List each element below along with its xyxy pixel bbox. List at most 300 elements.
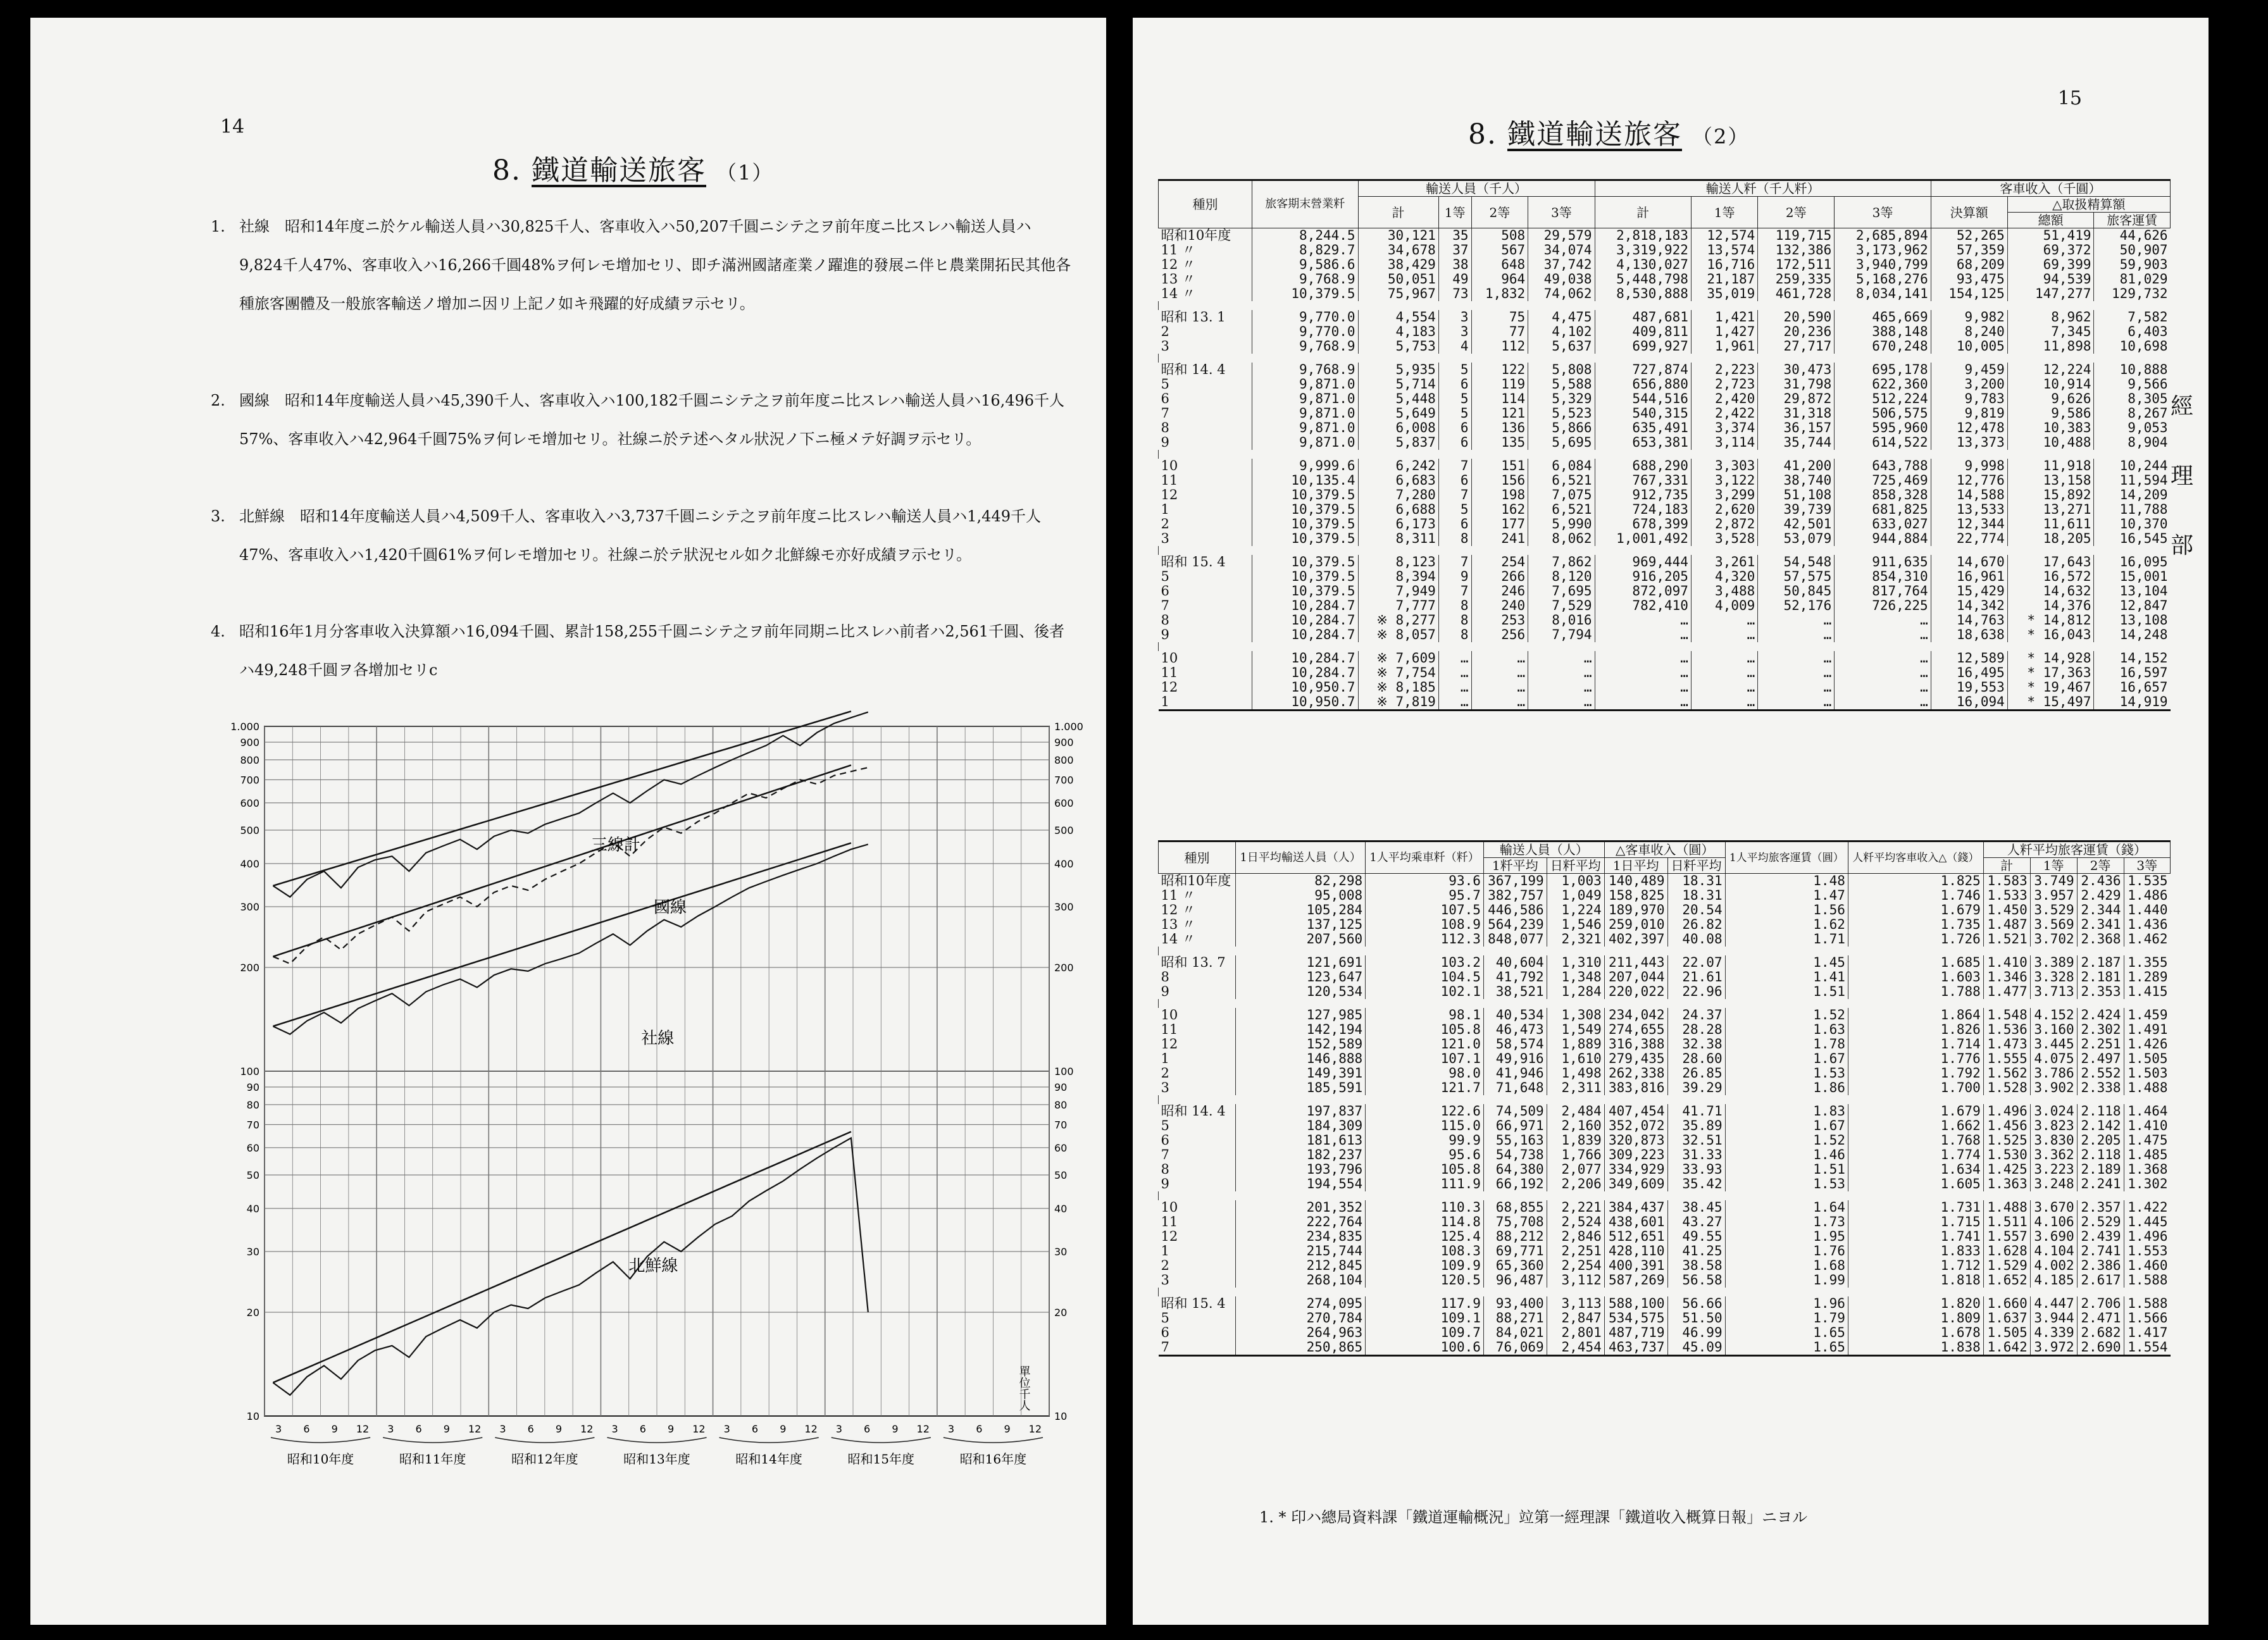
table-cell: 9,871.0	[1252, 421, 1359, 435]
table-cell: 136	[1471, 421, 1528, 435]
table-cell: 88,271	[1483, 1311, 1547, 1326]
table-cell: 16,572	[2007, 569, 2094, 584]
table-cell: 1.51	[1725, 1162, 1848, 1177]
table-cell: 94,539	[2007, 272, 2094, 287]
table-cell: 2.302	[2077, 1022, 2124, 1037]
table-cell: 4.447	[2030, 1296, 2077, 1311]
table-cell: 1.548	[1983, 1008, 2030, 1022]
y-tick-label: 900	[1054, 736, 1074, 749]
table-cell: 1.553	[2124, 1244, 2170, 1258]
table-row	[1159, 502, 2171, 517]
table-cell: 4,102	[1528, 325, 1595, 339]
table-cell: 35	[1438, 228, 1471, 244]
table-cell: 3	[1438, 310, 1471, 325]
table-cell: 1.746	[1848, 888, 1983, 903]
x-group-brace	[495, 1438, 594, 1443]
col-rev-daykm: 日粁平均	[1667, 858, 1725, 874]
table-cell: 1.464	[2124, 1104, 2170, 1119]
table-cell: 146,888	[1236, 1052, 1366, 1066]
table-cell: 14,763	[1931, 613, 2007, 628]
table-cell: 1.491	[2124, 1022, 2170, 1037]
table-row	[1159, 1119, 2171, 1133]
table-cell: 1.583	[1983, 874, 2030, 889]
table-cell: 5,329	[1528, 392, 1595, 406]
table-cell: 1,832	[1471, 287, 1528, 301]
row-label: 14 〃	[1161, 286, 1195, 301]
x-tick-label: 6	[751, 1423, 759, 1435]
table-cell: 50,907	[2094, 243, 2171, 258]
table-cell: 681,825	[1835, 502, 1931, 517]
paragraph-number: 2.	[211, 392, 225, 409]
y-tick-label: 60	[246, 1141, 259, 1154]
table-cell: 27,717	[1758, 339, 1835, 354]
table-cell: 656,880	[1595, 377, 1691, 392]
table-cell: 2.341	[2077, 917, 2124, 932]
table-cell: 1.79	[1725, 1311, 1848, 1326]
table-cell: 7,777	[1358, 599, 1438, 613]
col-rev-day: 1日平均	[1604, 858, 1667, 874]
table-cell: 9,819	[1931, 406, 2007, 421]
table-row	[1159, 1066, 2171, 1081]
table-cell: 64,380	[1483, 1162, 1547, 1177]
table-cell: 31.33	[1667, 1148, 1725, 1162]
table-cell: 9,871.0	[1252, 435, 1359, 450]
gap-cell	[1159, 546, 2171, 555]
table-cell: 3,114	[1691, 435, 1757, 450]
table-cell: 81,029	[2094, 272, 2171, 287]
table-cell: ※ 8,277	[1358, 613, 1438, 628]
table-cell: 8,034,141	[1835, 287, 1931, 301]
table-cell: 30,473	[1758, 363, 1835, 377]
table-cell: 5,808	[1528, 363, 1595, 377]
table-transport-2	[1158, 840, 2171, 1357]
table-cell: 142,194	[1236, 1022, 1366, 1037]
table-cell: 1.715	[1848, 1215, 1983, 1229]
table-cell: 6,173	[1358, 517, 1438, 531]
row-label: 5	[1161, 569, 1169, 584]
table-cell: 262,338	[1604, 1066, 1667, 1081]
table-cell: 1.53	[1725, 1177, 1848, 1191]
row-gap	[1159, 642, 2171, 651]
table-cell: 1,961	[1691, 339, 1757, 354]
y-tick-label: 300	[240, 900, 259, 913]
table-cell: 1.776	[1848, 1052, 1983, 1066]
table-cell: 726,225	[1835, 599, 1931, 613]
x-group-label: 昭和12年度	[511, 1451, 578, 1467]
table-cell: 1,610	[1547, 1052, 1604, 1066]
x-group-label: 昭和14年度	[735, 1451, 802, 1467]
table-cell: 14,376	[2007, 599, 2094, 613]
table-cell: 4.002	[2030, 1258, 2077, 1273]
table-cell: 246	[1471, 584, 1528, 599]
table-cell: 109.9	[1366, 1258, 1484, 1273]
table-cell: 1.679	[1848, 1104, 1983, 1119]
table-cell: 250,865	[1236, 1340, 1366, 1356]
y-tick-label: 70	[246, 1119, 259, 1131]
col-c1: 1等	[1691, 197, 1757, 228]
table-cell: 5,523	[1528, 406, 1595, 421]
row-label: 5	[1161, 1310, 1169, 1326]
table-cell: 95,008	[1236, 888, 1366, 903]
paragraph-text: 社線 昭和14年度ニ於ケル輸送人員ハ30,825千人、客車收入ハ50,207千圓ニシテ之ヲ前年度ニ比スレハ輸送人員ハ9,824千人47%、客車收入ハ16,266千圓48%ヲ何レモ增加セリ、即チ滿洲國諸產業ノ躍進的發展ニ伴ヒ農業開拓民其他各種旅客團體及一般旅客輸送ノ增加ニ因リ上記ノ如キ飛躍的好成績ヲ示セリ。	[239, 218, 1071, 313]
table-cell: 1.652	[1983, 1273, 2030, 1288]
x-tick-label: 3	[275, 1423, 282, 1435]
row-label: 9	[1161, 984, 1169, 999]
table-cell: 50,051	[1358, 272, 1438, 287]
table-cell: ※ 7,754	[1358, 666, 1438, 680]
table-cell: 274,095	[1236, 1296, 1366, 1311]
table-cell: 767,331	[1595, 473, 1691, 488]
table-cell: 114.8	[1366, 1215, 1484, 1229]
table-cell: 3.223	[2030, 1162, 2077, 1177]
table-cell: 35,744	[1758, 435, 1835, 450]
table-cell: 6,521	[1528, 473, 1595, 488]
table-cell: 911,635	[1835, 555, 1931, 569]
table-cell: 1.731	[1848, 1200, 1983, 1215]
table-cell: …	[1528, 695, 1595, 711]
y-tick-label: 900	[240, 736, 259, 749]
table-cell: 2.424	[2077, 1008, 2124, 1022]
side-char: 理	[2171, 463, 2194, 489]
table-cell: 3.690	[2030, 1229, 2077, 1244]
table-cell: 635,491	[1595, 421, 1691, 435]
table-cell: 1.603	[1848, 970, 1983, 985]
table-cell: …	[1835, 651, 1931, 666]
table-cell: 2.439	[2077, 1229, 2124, 1244]
table-row	[1159, 903, 2171, 917]
table-cell: 1.726	[1848, 932, 1983, 947]
table-cell: 9,998	[1931, 459, 2007, 473]
table-cell: 6,521	[1528, 502, 1595, 517]
table-cell: 16,495	[1931, 666, 2007, 680]
table-cell: 1.410	[1983, 955, 2030, 970]
col-pkm: 輸送人粁（千人粁）	[1595, 180, 1931, 197]
table-cell: 1.820	[1848, 1296, 1983, 1311]
table-cell: 854,310	[1835, 569, 1931, 584]
table-cell: 872,097	[1595, 584, 1691, 599]
table-cell: 1.368	[2124, 1162, 2170, 1177]
table-cell: 1.505	[1983, 1326, 2030, 1340]
x-tick-label: 6	[639, 1423, 646, 1435]
table-cell: 14,248	[2094, 628, 2171, 642]
table-cell: 1.521	[1983, 932, 2030, 947]
table-cell: 2,221	[1547, 1200, 1604, 1215]
table-cell: 177	[1471, 517, 1528, 531]
x-tick-label: 9	[555, 1423, 563, 1435]
row-gap	[1159, 301, 2171, 310]
table-cell: 1.83	[1725, 1104, 1848, 1119]
x-tick-label: 12	[1028, 1423, 1042, 1435]
row-label: 11	[1161, 1214, 1178, 1229]
table-cell: 151	[1471, 459, 1528, 473]
table-cell: 185,591	[1236, 1081, 1366, 1095]
row-label: 11	[1161, 1022, 1178, 1037]
table-cell: 1.588	[2124, 1273, 2170, 1288]
row-label: 10	[1161, 1200, 1178, 1215]
x-group-label: 昭和15年度	[847, 1451, 915, 1467]
table-cell: 5,649	[1358, 406, 1438, 421]
table-cell: 6,084	[1528, 459, 1595, 473]
table-cell: * 19,467	[2007, 680, 2094, 695]
table-cell: 3,261	[1691, 555, 1757, 569]
table-cell: 44,626	[2094, 228, 2171, 244]
footnote: 1. * 印ハ總局資料課「鐵道運輸概況」竝第一經理課「鐵道收入概算日報」ニヨル	[1259, 1508, 1808, 1526]
row-label: 3	[1161, 1080, 1169, 1095]
table-cell: 1.45	[1725, 955, 1848, 970]
table-cell: 152,589	[1236, 1037, 1366, 1052]
table-cell: …	[1758, 613, 1835, 628]
table-cell: 587,269	[1604, 1273, 1667, 1288]
table-cell: 9,783	[1931, 392, 2007, 406]
y-tick-label: 200	[1054, 961, 1074, 974]
table-cell: 197,837	[1236, 1104, 1366, 1119]
table-cell: 6	[1438, 377, 1471, 392]
table-cell: 3.830	[2030, 1133, 2077, 1148]
table-cell: 727,874	[1595, 363, 1691, 377]
table-cell: 1.605	[1848, 1177, 1983, 1191]
table-cell: 4.152	[2030, 1008, 2077, 1022]
table-cell: 2,685,894	[1835, 228, 1931, 244]
table-body	[1159, 228, 2171, 711]
x-group-label: 昭和10年度	[287, 1451, 354, 1467]
table-cell: 3.328	[2030, 970, 2077, 985]
table-row	[1159, 1311, 2171, 1326]
table-cell: 234,042	[1604, 1008, 1667, 1022]
table-cell: 8,267	[2094, 406, 2171, 421]
table-cell: 1.637	[1983, 1311, 2030, 1326]
table-cell: 1.825	[1848, 874, 1983, 889]
y-tick-label: 500	[1054, 824, 1074, 837]
table-cell: 1.488	[2124, 1081, 2170, 1095]
table-row	[1159, 1200, 2171, 1215]
table-cell: 1.503	[2124, 1066, 2170, 1081]
table-cell: 1.768	[1848, 1133, 1983, 1148]
table-cell: …	[1835, 680, 1931, 695]
table-cell: 3.445	[2030, 1037, 2077, 1052]
table-cell: 4,130,027	[1595, 258, 1691, 272]
y-tick-label: 600	[240, 797, 259, 809]
table-cell: 259,335	[1758, 272, 1835, 287]
table-cell: 215,744	[1236, 1244, 1366, 1258]
table-cell: 3	[1438, 325, 1471, 339]
row-label: 7	[1161, 406, 1169, 421]
row-label: 2	[1161, 516, 1169, 531]
table-cell: 848,077	[1483, 932, 1547, 947]
table-cell: 349,609	[1604, 1177, 1667, 1191]
table-cell: 253	[1471, 613, 1528, 628]
table-cell: 3,488	[1691, 584, 1757, 599]
table-cell: 588,100	[1604, 1296, 1667, 1311]
col-fare: 1人平均旅客運賃（圓）	[1725, 842, 1848, 874]
table-cell: 564,239	[1483, 917, 1547, 932]
table-cell: 123,647	[1236, 970, 1366, 985]
gap-cell	[1159, 642, 2171, 651]
x-tick-label: 12	[468, 1423, 482, 1435]
table-cell: 858,328	[1835, 488, 1931, 502]
table-row	[1159, 377, 2171, 392]
row-label: 8	[1161, 612, 1169, 628]
table-cell: 1.679	[1848, 903, 1983, 917]
y-tick-label: 60	[1054, 1141, 1068, 1154]
col-settle: 決算額	[1931, 197, 2007, 228]
table-cell: …	[1471, 695, 1528, 711]
table-cell: 1.65	[1725, 1326, 1848, 1340]
row-label: 8	[1161, 420, 1169, 435]
y-tick-label: 100	[240, 1065, 259, 1078]
table-cell: 688,290	[1595, 459, 1691, 473]
row-label: 8	[1161, 1162, 1169, 1177]
table-cell: …	[1691, 628, 1757, 642]
table-cell: 10,914	[2007, 377, 2094, 392]
table-cell: 1.487	[1983, 917, 2030, 932]
table-cell: 5,837	[1358, 435, 1438, 450]
table-cell: 49	[1438, 272, 1471, 287]
row-label: 2	[1161, 1065, 1169, 1081]
table-cell: 2.187	[2077, 955, 2124, 970]
table-cell: 725,469	[1835, 473, 1931, 488]
y-tick-label: 30	[1054, 1245, 1068, 1258]
table-cell: 13,533	[1931, 502, 2007, 517]
gap-cell	[1159, 301, 2171, 310]
table-cell: 15,001	[2094, 569, 2171, 584]
side-margin-text	[2171, 372, 2196, 581]
table-cell: 409,811	[1595, 325, 1691, 339]
table-cell: 1.496	[2124, 1229, 2170, 1244]
col-prov: △取扱精算額	[2007, 197, 2170, 213]
table-cell: 3,319,922	[1595, 243, 1691, 258]
table-row	[1159, 666, 2171, 680]
row-label: 3	[1161, 531, 1169, 546]
table-cell: 3.972	[2030, 1340, 2077, 1356]
table-cell: 4,183	[1358, 325, 1438, 339]
gap-cell	[1159, 1095, 2171, 1104]
table-cell: 487,681	[1595, 310, 1691, 325]
table-cell: 9,459	[1931, 363, 2007, 377]
table-cell: 1.346	[1983, 970, 2030, 985]
table-cell: 1.714	[1848, 1037, 1983, 1052]
col-perkm: 1粁平均	[1483, 858, 1547, 874]
table-cell: 220,022	[1604, 985, 1667, 999]
table-cell: 16,716	[1691, 258, 1757, 272]
table-cell: 54,738	[1483, 1148, 1547, 1162]
table-cell: …	[1528, 651, 1595, 666]
table-cell: 3.713	[2030, 985, 2077, 999]
y-tick-label: 1.000	[1054, 721, 1083, 733]
table-cell: 3.902	[2030, 1081, 2077, 1095]
table-row	[1159, 888, 2171, 903]
row-gap	[1159, 999, 2171, 1008]
table-cell: 1.488	[1983, 1200, 2030, 1215]
table-row	[1159, 1177, 2171, 1191]
table-cell: 104.5	[1366, 970, 1484, 985]
y-tick-label: 500	[240, 824, 259, 837]
table-cell: 4,554	[1358, 310, 1438, 325]
table-cell: 1.662	[1848, 1119, 1983, 1133]
table-cell: ※ 8,057	[1358, 628, 1438, 642]
table-cell: 2.529	[2077, 1215, 2124, 1229]
table-cell: 33.93	[1667, 1162, 1725, 1177]
row-label: 12	[1161, 487, 1178, 502]
table-cell: …	[1528, 666, 1595, 680]
table-cell: 4.339	[2030, 1326, 2077, 1340]
table-cell: 508	[1471, 228, 1528, 244]
paragraph-3	[211, 497, 1075, 575]
table-cell: 1.678	[1848, 1326, 1983, 1340]
table-cell: 1.833	[1848, 1244, 1983, 1258]
x-tick-label: 6	[864, 1423, 871, 1435]
table-row	[1159, 1133, 2171, 1148]
table-cell: 28.28	[1667, 1022, 1725, 1037]
table-cell: 98.1	[1366, 1008, 1484, 1022]
trend-line-1	[273, 765, 850, 957]
row-label: 1	[1161, 1051, 1169, 1066]
table-cell: 2.344	[2077, 903, 2124, 917]
table-cell: 154,125	[1931, 287, 2007, 301]
table-cell: …	[1835, 695, 1931, 711]
row-label: 9	[1161, 435, 1169, 450]
unit-label: 單位千人	[1017, 1365, 1031, 1411]
table-cell: 51.50	[1667, 1311, 1725, 1326]
row-label: 8	[1161, 969, 1169, 985]
table-cell: 140,489	[1604, 874, 1667, 889]
table-cell: 84,021	[1483, 1326, 1547, 1340]
table-cell: 49,916	[1483, 1052, 1547, 1066]
table-cell: 3.823	[2030, 1119, 2077, 1133]
y-tick-label: 1.000	[230, 721, 259, 733]
table-cell: 198	[1471, 488, 1528, 502]
table-cell: 1.826	[1848, 1022, 1983, 1037]
table-cell: 40,604	[1483, 955, 1547, 970]
table-cell: 76,069	[1483, 1340, 1547, 1356]
table-cell: 1.86	[1725, 1081, 1848, 1095]
table-cell: 14,588	[1931, 488, 2007, 502]
table-cell: 8	[1438, 628, 1471, 642]
table-cell: 11,594	[2094, 473, 2171, 488]
y-tick-label: 600	[1054, 797, 1074, 809]
y-tick-label: 400	[1054, 857, 1074, 870]
table-cell: 2.118	[2077, 1104, 2124, 1119]
table-cell: 20,590	[1758, 310, 1835, 325]
table-row	[1159, 1273, 2171, 1288]
table-cell: 135	[1471, 435, 1528, 450]
x-group-brace	[832, 1438, 931, 1443]
table-cell: 1.735	[1848, 917, 1983, 932]
table-cell: 14,342	[1931, 599, 2007, 613]
table-cell: 12,589	[1931, 651, 2007, 666]
table-cell: 49.55	[1667, 1229, 1725, 1244]
table-cell: 22.96	[1667, 985, 1725, 999]
table-cell: 2,077	[1547, 1162, 1604, 1177]
table-cell: 121.7	[1366, 1081, 1484, 1095]
y-tick-label: 20	[1054, 1306, 1068, 1319]
table-cell: 119	[1471, 377, 1528, 392]
gap-cell	[1159, 450, 2171, 459]
table-cell: 1.660	[1983, 1296, 2030, 1311]
table-cell: 1,549	[1547, 1022, 1604, 1037]
table-cell: 9,768.9	[1252, 339, 1359, 354]
table-cell: 53,079	[1758, 531, 1835, 546]
table-cell: 41,946	[1483, 1066, 1547, 1081]
table-cell: 6	[1438, 517, 1471, 531]
table-cell: 1.65	[1725, 1340, 1848, 1356]
table-cell: 16,657	[2094, 680, 2171, 695]
row-label: 2	[1161, 1258, 1169, 1273]
table-cell: 5,866	[1528, 421, 1595, 435]
table-cell: 1.52	[1725, 1133, 1848, 1148]
table-cell: 1,766	[1547, 1148, 1604, 1162]
x-tick-label: 3	[611, 1423, 618, 1435]
table-cell: 201,352	[1236, 1200, 1366, 1215]
